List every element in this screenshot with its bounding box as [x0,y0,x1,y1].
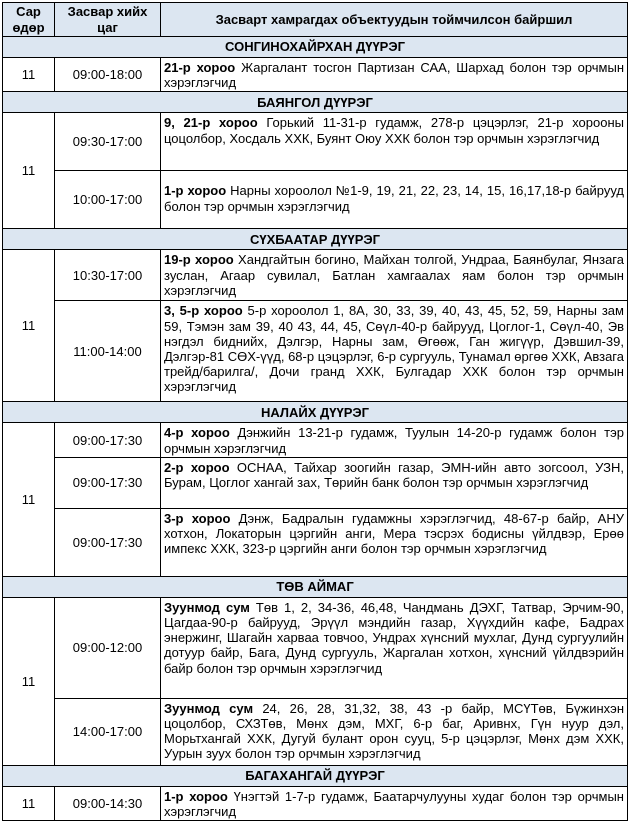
day-cell: 11 [3,597,55,765]
khoroo-label: 3, 5-р хороо [164,303,243,319]
district-row [3,402,628,423]
location-cell [161,698,628,765]
location-cell [161,457,628,508]
time-cell: 09:00-12:00 [55,597,161,698]
khoroo-label: 4-р хороо [164,425,230,441]
time-cell: 09:00-18:00 [55,58,161,92]
location-text: Үнэгтэй 1-7-р гудамж, Баатарчулууны худаг болон тэр орчмын хэрэглэгчид [164,788,624,820]
district-name: ТӨВ АЙМАГ [3,576,628,597]
time-cell: 09:00-17:30 [55,423,161,457]
khoroo-label: Зуунмод сум [164,700,254,716]
khoroo-label: 9, 21-р хороо [164,115,258,131]
table-row [3,786,628,820]
day-cell: 11 [3,786,55,820]
table-row [3,597,628,698]
header-time: Засвар хийх цаг [55,3,161,37]
location-text: Хандгайтын богино, Майхан толгой, Ундраа, Баянбулаг, Янзага зуслан, Агаар сувилал, Батлан хамгаалах яам болон тэр орчмын хэрэглэгчид [164,252,624,298]
location-cell [161,423,628,457]
location-text: Дэнж, Бадралын гудамжны хэрэглэгчид, 48-67-р байр, АНУ хотхон, Локаторын цэргийн анги, Мера тэсрэх бодисны үйлдвэр, Ерөө импекс ХХК, 323-р цэргийн анги болон тэр орчмын хэрэглэгчид [164,510,624,557]
district-row [3,229,628,250]
khoroo-label: 2-р хороо [164,459,230,475]
day-cell: 11 [3,113,55,229]
location-text: 5-р хороолол 1, 8А, 30, 33, 39, 40, 43, 45, 52, 59, Нарны зам 59, Тэмэн зам 39, 40 43, 44, 45, Сөүл-40-р байрууд, Цоглог-1, Сөүл-40, Эв нэгдэл биднийх, Дэлгэр, Нарны зам, Өгөөж, Ган жигүүр, Дэвшил-39, Дэлгэр-81 СӨХ-үүд, 68-р цэцэрлэг, 6-р сургууль, Тунамал өргөө ХХК, Авзага трейд/барилга/, Дочи гранд ХХК, Булгадар ХХК болон тэр орчмын хэрэглэгчид [164,303,624,395]
khoroo-label: Зуунмод сум [164,599,250,615]
day-cell: 11 [3,58,55,92]
khoroo-label: 3-р хороо [164,510,231,526]
location-text: Жаргалант тосгон Партизан САА, Шархад болон тэр орчмын хэрэглэгчид [164,60,624,91]
district-name: СҮХБААТАР ДҮҮРЭГ [3,229,628,250]
table-row [3,423,628,457]
location-cell [161,508,628,576]
time-cell: 09:30-17:00 [55,113,161,171]
location-text: 24, 26, 28, 31,32, 38, 43 -р байр, МСҮТөв, Бүжинхэн цоцолбор, СХЗТөв, Мөнх дэм, МХГ, 6-р баг, Аривнх, Гүн нуур дэл, Морьтхангай ХХК, Дугуй булант орон сууц, 5-р цэцэрлэг, Мөнх дэм ХХК, Уурын зуух болон тэр орчмын хэрэглэгчид [164,700,624,762]
location-cell [161,113,628,171]
location-text: ОСНАА, Тайхар зоогийн газар, ЭМН-ийн авто зогсоол, УЗН, Бурам, Цоглог хангай зах, Төрийн банк болон тэр орчмын хэрэглэгчид [164,459,624,491]
outage-schedule-table [2,2,628,821]
time-cell: 10:00-17:00 [55,171,161,229]
table-row [3,698,628,765]
location-cell [161,301,628,402]
table-row [3,301,628,402]
location-cell [161,171,628,229]
district-row [3,37,628,58]
location-text: Горький 11-31-р гудамж, 278-р цэцэрлэг, 21-р хорооны цоцолбор, Хосдаль ХХК, Буянт Оюу ХХК болон тэр орчмын хэрэглэгчид [164,115,624,146]
khoroo-label: 19-р хороо [164,252,234,268]
time-cell: 09:00-17:30 [55,508,161,576]
khoroo-label: 21-р хороо [164,60,236,75]
district-row [3,92,628,113]
table-row [3,508,628,576]
location-cell [161,250,628,301]
table-row [3,171,628,229]
time-cell: 09:00-14:30 [55,786,161,820]
location-cell [161,58,628,92]
time-cell: 11:00-14:00 [55,301,161,402]
khoroo-label: 1-р хороо [164,788,228,804]
table-row [3,58,628,92]
time-cell: 09:00-17:30 [55,457,161,508]
district-name: НАЛАЙХ ДҮҮРЭГ [3,402,628,423]
table-row [3,113,628,171]
table-row [3,457,628,508]
day-cell: 11 [3,250,55,402]
location-text: Дэнжийн 13-21-р гудамж, Туулын 14-20-р гудамж болон тэр орчмын хэрэглэгчид [164,425,624,456]
district-name: БАЯНГОЛ ДҮҮРЭГ [3,92,628,113]
location-text: Нарны хороолол №1-9, 19, 21, 22, 23, 14, 15, 16,17,18-р байрууд болон тэр орчмын хэрэглэгчид [164,183,624,214]
location-cell [161,786,628,820]
district-row [3,576,628,597]
khoroo-label: 1-р хороо [164,183,227,199]
district-name: БАГАХАНГАЙ ДҮҮРЭГ [3,765,628,786]
table-row [3,250,628,301]
district-name: СОНГИНОХАЙРХАН ДҮҮРЭГ [3,37,628,58]
location-cell [161,597,628,698]
time-cell: 10:30-17:00 [55,250,161,301]
district-row [3,765,628,786]
header-month: Сар өдөр [3,3,55,37]
location-text: Төв 1, 2, 34-36, 46,48, Чандмань ДЭХГ, Татвар, Эрчим-90, Цагдаа-90-р байрууд, Эрүүл мэндийн газар, Хүүхдийн кафе, Бадрах энержинг, Шагайн харваа товчоо, Ундрах хүнсний мухлаг, Дунд сургуулийн дотуур байр, Бага, Дунд сургууль, Жаргалан хотхон, хүнсний үйлдвэрийн байр болон тэр орчмын хэрэглэгчид [164,599,624,676]
time-cell: 14:00-17:00 [55,698,161,765]
day-cell: 11 [3,423,55,576]
table-header-row [3,3,628,37]
header-location: Засварт хамрагдах объектуудын тоймчилсон байршил [161,3,628,37]
